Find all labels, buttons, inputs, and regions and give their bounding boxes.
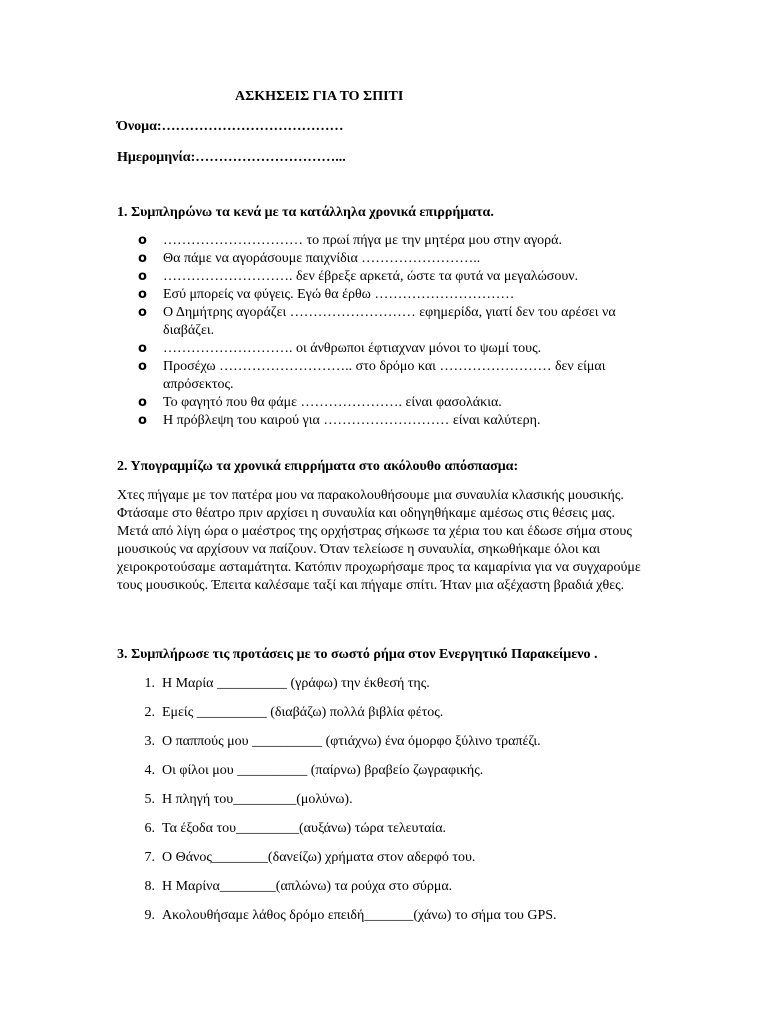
list-item-text: Ο παππούς μου __________ (φτιάχνω) ένα όμορφο ξύλινο τραπέζι. xyxy=(162,734,541,749)
bullet-icon: o xyxy=(138,233,147,248)
list-item-text: ………………………… το πρωί πήγα με την μητέρα μου στην αγορά. xyxy=(163,233,562,248)
list-item xyxy=(138,250,650,268)
list-item xyxy=(117,733,657,762)
list-item-text: Η πληγή του_________(μολύνω). xyxy=(162,792,353,807)
item-number: 6. xyxy=(144,821,155,836)
item-number: 7. xyxy=(144,850,155,865)
list-item xyxy=(117,820,657,849)
list-item-text: Η Μαρίνα________(απλώνω) τα ρούχα στο σύρμα. xyxy=(162,879,453,894)
list-item xyxy=(117,878,657,907)
list-item xyxy=(138,394,650,412)
list-item xyxy=(138,268,650,286)
list-item xyxy=(138,304,650,340)
name-field-line: Όνομα:………………………………… xyxy=(117,119,344,134)
list-item xyxy=(138,340,650,358)
item-number: 9. xyxy=(144,908,155,923)
exercise2-heading: 2. Υπογραμμίζω τα χρονικά επιρρήματα στο ακόλουθο απόσπασμα: xyxy=(117,459,519,474)
list-item xyxy=(138,358,650,394)
exercise3-list xyxy=(117,675,657,936)
item-number: 8. xyxy=(144,879,155,894)
list-item-text: ………………………. οι άνθρωποι έφτιαχναν μόνοι το ψωμί τους. xyxy=(163,341,542,356)
bullet-icon: o xyxy=(138,413,147,428)
exercise2-passage xyxy=(117,487,649,595)
list-item-text: Προσέχω ……………………….. στο δρόμο και …………………… δεν είμαι απρόσεκτος. xyxy=(163,359,606,392)
bullet-icon: o xyxy=(138,395,147,410)
list-item-text: Το φαγητό που θα φάμε …………………. είναι φασολάκια. xyxy=(163,395,502,410)
list-item-text: Ο Δημήτρης αγοράζει ……………………… εφημερίδα, γιατί δεν του αρέσει να διαβάζει. xyxy=(163,305,616,338)
date-field-line: Ημερομηνία:…………………………... xyxy=(117,150,346,165)
list-item-text: Τα έξοδα του_________(αυξάνω) τώρα τελευταία. xyxy=(162,821,447,836)
list-item xyxy=(117,849,657,878)
bullet-icon: o xyxy=(138,287,147,302)
bullet-icon: o xyxy=(138,359,147,374)
list-item xyxy=(117,675,657,704)
list-item xyxy=(117,704,657,733)
bullet-icon: o xyxy=(138,341,147,356)
exercise1-list xyxy=(138,232,650,430)
list-item-text: Ο Θάνος________(δανείζω) χρήματα στον αδερφό του. xyxy=(162,850,476,865)
bullet-icon: o xyxy=(138,251,147,266)
page-title: ΑΣΚΗΣΕΙΣ ΓΙΑ ΤΟ ΣΠΙΤΙ xyxy=(235,89,404,104)
list-item-text: Η Μαρία __________ (γράφω) την έκθεσή της. xyxy=(162,676,430,691)
list-item-text: Οι φίλοι μου __________ (παίρνω) βραβείο ζωγραφικής. xyxy=(162,763,484,778)
list-item xyxy=(138,412,650,430)
list-item-text: Εμείς __________ (διαβάζω) πολλά βιβλία φέτος. xyxy=(162,705,444,720)
bullet-icon: o xyxy=(138,305,147,320)
item-number: 2. xyxy=(144,705,155,720)
item-number: 5. xyxy=(144,792,155,807)
item-number: 3. xyxy=(144,734,155,749)
list-item-text: Θα πάμε να αγοράσουμε παιχνίδια …………………….. xyxy=(163,251,481,266)
list-item xyxy=(117,791,657,820)
list-item xyxy=(138,232,650,250)
exercise3-heading: 3. Συμπλήρωσε τις προτάσεις με το σωστό ρήμα στον Ενεργητικό Παρακείμενο . xyxy=(117,647,598,662)
passage-text: Χτες πήγαμε με τον πατέρα μου να παρακολουθήσουμε μια συναυλία κλασικής μουσικής. Φτάσαμε στο θέατρο πριν αρχίσει η συναυλία και οδηγηθήκαμε αμέσως στις θέσεις μας. Μετά από λίγη ώρα ο μαέστρος της ορχήστρας σήκωσε τα χέρια του και έδωσε σήμα στους μουσικούς να αρχίσουν να παίζουν. Όταν τελείωσε η συναυλία, σηκωθήκαμε όλοι και χειροκροτούσαμε ασταμάτητα. Κατόπιν προχωρήσαμε προς τα καμαρίνια για να συγχαρούμε τους μουσικούς. Έπειτα καλέσαμε ταξί και πήγαμε σπίτι. Ήταν μια αξέχαστη βραδιά χθες. xyxy=(117,488,641,593)
list-item-text: Ακολουθήσαμε λάθος δρόμο επειδή_______(χάνω) το σήμα του GPS. xyxy=(162,908,557,923)
item-number: 1. xyxy=(144,676,155,691)
list-item xyxy=(138,286,650,304)
bullet-icon: o xyxy=(138,269,147,284)
list-item xyxy=(117,907,657,936)
list-item-text: ………………………. δεν έβρεξε αρκετά, ώστε τα φυτά να μεγαλώσουν. xyxy=(163,269,579,284)
exercise1-heading: 1. Συμπληρώνω τα κενά με τα κατάλληλα χρονικά επιρρήματα. xyxy=(117,205,494,220)
list-item xyxy=(117,762,657,791)
item-number: 4. xyxy=(144,763,155,778)
list-item-text: Η πρόβλεψη του καιρού για ……………………… είναι καλύτερη. xyxy=(163,413,541,428)
list-item-text: Εσύ μπορείς να φύγεις. Εγώ θα έρθω ………………………… xyxy=(163,287,515,302)
